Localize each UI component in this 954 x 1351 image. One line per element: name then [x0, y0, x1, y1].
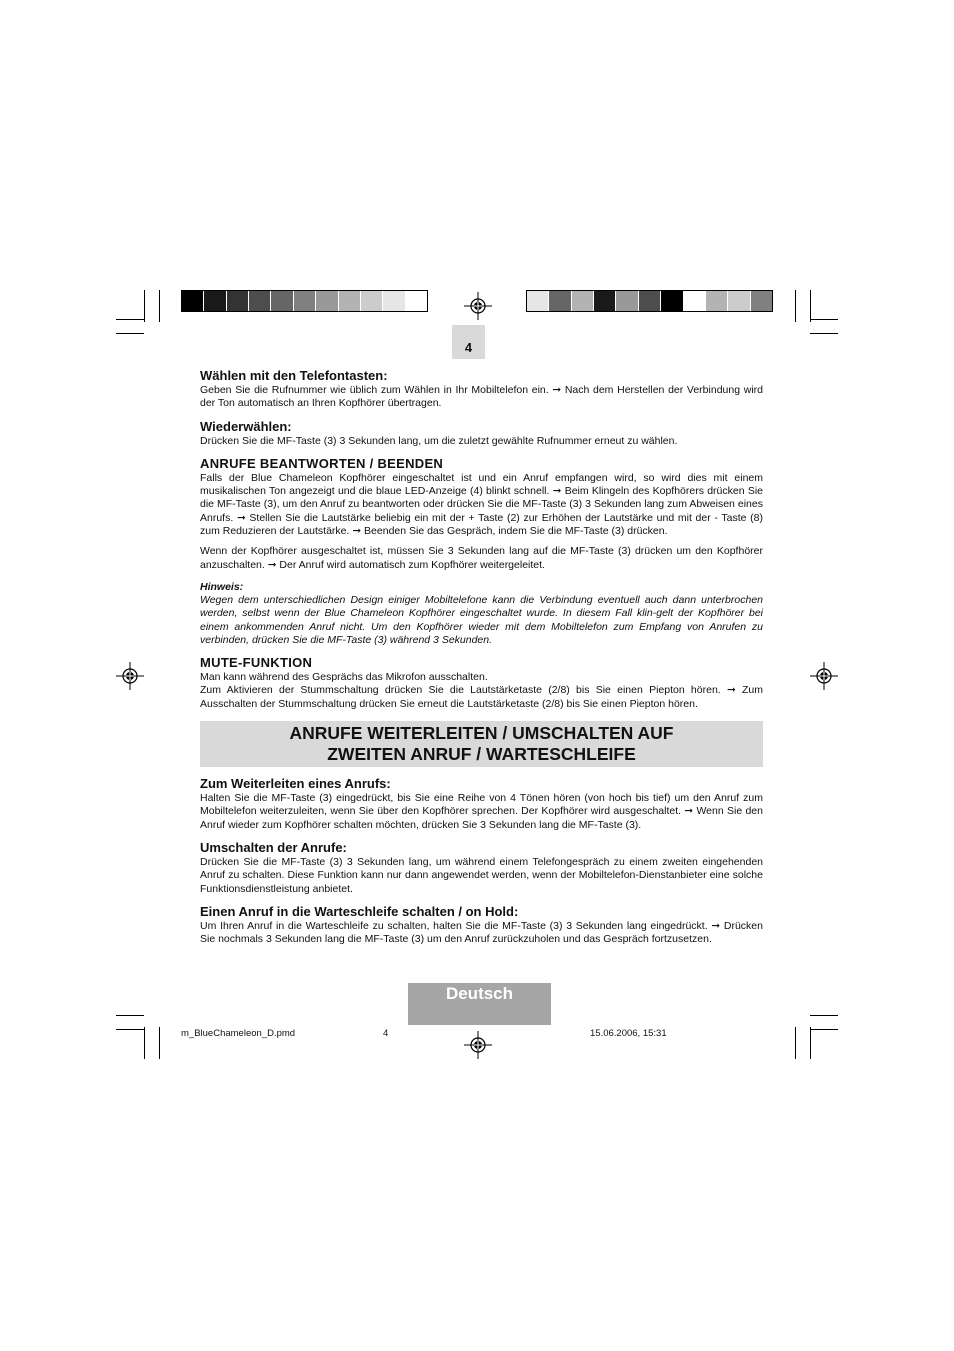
crop-mark — [116, 319, 144, 320]
color-swatch — [227, 291, 249, 311]
page-number: 4 — [464, 340, 473, 355]
footer-page: 4 — [383, 1028, 389, 1039]
section-switch — [200, 840, 763, 896]
color-swatch — [751, 291, 772, 311]
section-paragraph: Halten Sie die MF-Taste (3) eingedrückt, bis Sie eine Reihe von 4 Tönen hören (von hoch bis tief) um den Anruf zum Mobiltelefon weiterzuleiten, wenn Sie über den Kopfhörer sprechen. Der Kopfhörer wird ausgeschaltet. ➞ Wenn Sie den Anruf wieder zum Kopfhörer schalten möchten, drücken Sie 3 Sekunden lang die MF-Taste (3). — [200, 792, 763, 831]
crop-mark — [810, 1029, 838, 1030]
footer-datetime: 15.06.2006, 15:31 — [590, 1028, 667, 1039]
section-paragraph: Man kann während des Gesprächs das Mikrofon ausschalten. — [200, 671, 488, 684]
crop-mark — [116, 333, 144, 334]
crop-mark — [795, 1027, 796, 1059]
registration-mark-icon — [464, 1031, 492, 1059]
section-paragraph: Wenn der Kopfhörer ausgeschaltet ist, müssen Sie 3 Sekunden lang auf die MF-Taste (3) drücken um den Kopfhörer anzuschalten. ➞ Der Anruf wird automatisch zum Kopfhörer weitergeleitet. — [200, 545, 763, 571]
footer-filename: m_BlueChameleon_D.pmd — [181, 1028, 296, 1039]
section-mute — [200, 655, 763, 711]
color-swatch — [527, 291, 549, 311]
crop-mark — [116, 1015, 144, 1016]
crop-mark — [159, 290, 160, 322]
section-forward — [200, 776, 763, 832]
color-swatch — [339, 291, 361, 311]
page-content — [200, 368, 763, 954]
crop-mark — [795, 290, 796, 322]
crop-mark — [144, 1027, 145, 1059]
color-swatch — [639, 291, 661, 311]
section-heading: Wiederwählen: — [200, 418, 292, 434]
color-bar-left — [181, 290, 428, 312]
section-redial — [200, 419, 763, 448]
section-answer-end — [200, 456, 763, 647]
color-swatch — [294, 291, 316, 311]
section-banner — [200, 721, 763, 767]
crop-mark — [116, 1029, 144, 1030]
color-swatch — [706, 291, 728, 311]
color-swatch — [361, 291, 383, 311]
crop-mark — [810, 1027, 811, 1059]
color-swatch — [549, 291, 571, 311]
banner-line: ANRUFE WEITERLEITEN / UMSCHALTEN AUF — [289, 723, 674, 744]
section-paragraph: Falls der Blue Chameleon Kopfhörer eingeschaltet ist und ein Anruf empfangen wird, so wird dies mit einem musikalischen Ton angezeigt und die blaue LED-Anzeige (4) blinkt schnell. ➞ Beim Klingeln des Kopfhörers drücken Sie die MF-Taste (3), um den Anruf zu beantworten oder drücken Sie die MF-Taste (3) 3 Sekunden lang zum Abweisen eines Anrufs. ➞ Stellen Sie die Lautstärke beliebig ein mit der + Taste (2) zur Erhöhen der Lautstärke und mit der - Taste (8) zum Reduzieren der Lautstärke. ➞ Beenden Sie das Gespräch, indem Sie die MF-Taste (3) drücken. — [200, 471, 763, 538]
crop-mark — [810, 319, 838, 320]
color-swatch — [728, 291, 750, 311]
section-paragraph: Drücken Sie die MF-Taste (3) 3 Sekunden lang, um während einem Telefongespräch zu einem zweiten eingehenden Anruf zu schalten. Diese Funktion kann nur dann angewendet werden, wenn der Mobiltelefon-Dienstanbieter eine solche Funktionsdienstleistung anbietet. — [200, 855, 763, 895]
color-bar-right — [526, 290, 773, 312]
section-paragraph: Zum Aktivieren der Stummschaltung drücken Sie die Lautstärketaste (2/8) bis Sie einen Piepton hören. ➞ Zum Ausschalten der Stummschaltung drücken Sie erneut die Lautstärketaste (2/8) bis Sie einen Piepton hören. — [200, 684, 763, 710]
crop-mark — [159, 1027, 160, 1059]
registration-mark-icon — [810, 662, 838, 690]
color-swatch — [616, 291, 638, 311]
language-tab: Deutsch — [408, 983, 551, 1025]
section-dialing — [200, 368, 763, 411]
color-swatch — [572, 291, 594, 311]
crop-mark — [144, 290, 145, 322]
color-swatch — [249, 291, 271, 311]
color-swatch — [684, 291, 706, 311]
color-swatch — [594, 291, 616, 311]
section-paragraph: Drücken Sie die MF-Taste (3) 3 Sekunden lang, um die zuletzt gewählte Rufnummer erneut zu wählen. — [200, 434, 678, 447]
section-heading: ANRUFE BEANTWORTEN / BEENDEN — [200, 455, 444, 471]
color-swatch — [204, 291, 226, 311]
color-swatch — [271, 291, 293, 311]
section-heading: Wählen mit den Telefontasten: — [200, 368, 388, 383]
color-swatch — [661, 291, 683, 311]
crop-mark — [810, 333, 838, 334]
color-swatch — [406, 291, 427, 311]
crop-mark — [810, 1015, 838, 1016]
note-heading: Hinweis: — [200, 580, 244, 593]
registration-mark-icon — [116, 662, 144, 690]
section-hold — [200, 904, 763, 947]
registration-mark-icon — [464, 292, 492, 320]
note-text: Wegen dem unterschiedlichen Design einiger Mobiltelefone kann die Verbindung eventuell auch dann unterbrochen werden, selbst wenn der Blue Chameleon Kopfhörer eingeschaltet wurde. In diesem Fall klin-gelt der Kopfhörer bei einem ankommenden Anruf nicht. Um den Kopfhörer wieder mit dem Mobiltelefon zum Empfang von Anrufen zu verbinden, drücken Sie die MF-Taste (3) während 3 Sekunden. — [200, 593, 763, 646]
color-swatch — [383, 291, 405, 311]
section-paragraph: Geben Sie die Rufnummer wie üblich zum Wählen in Ihr Mobiltelefon ein. ➞ Nach dem Herstellen der Verbindung wird der Ton automatisch an Ihren Kopfhörer übertragen. — [200, 384, 763, 410]
color-swatch — [316, 291, 338, 311]
color-swatch — [182, 291, 204, 311]
section-paragraph: Um Ihren Anruf in die Warteschleife zu schalten, halten Sie die MF-Taste (3) 3 Sekunden lang eingedrückt. ➞ Drücken Sie nochmals 3 Sekunden lang die MF-Taste (3) um den Anruf zurückzuholen und das Gespräch fortzusetzen. — [200, 919, 763, 946]
section-heading: Umschalten der Anrufe: — [200, 839, 347, 855]
crop-mark — [810, 290, 811, 322]
section-heading: Einen Anruf in die Warteschleife schalten / on Hold: — [200, 903, 519, 919]
banner-line: ZWEITEN ANRUF / WARTESCHLEIFE — [327, 744, 636, 765]
section-heading: MUTE-FUNKTION — [200, 655, 313, 671]
section-heading: Zum Weiterleiten eines Anrufs: — [200, 776, 391, 792]
page-number-tab — [452, 325, 485, 359]
